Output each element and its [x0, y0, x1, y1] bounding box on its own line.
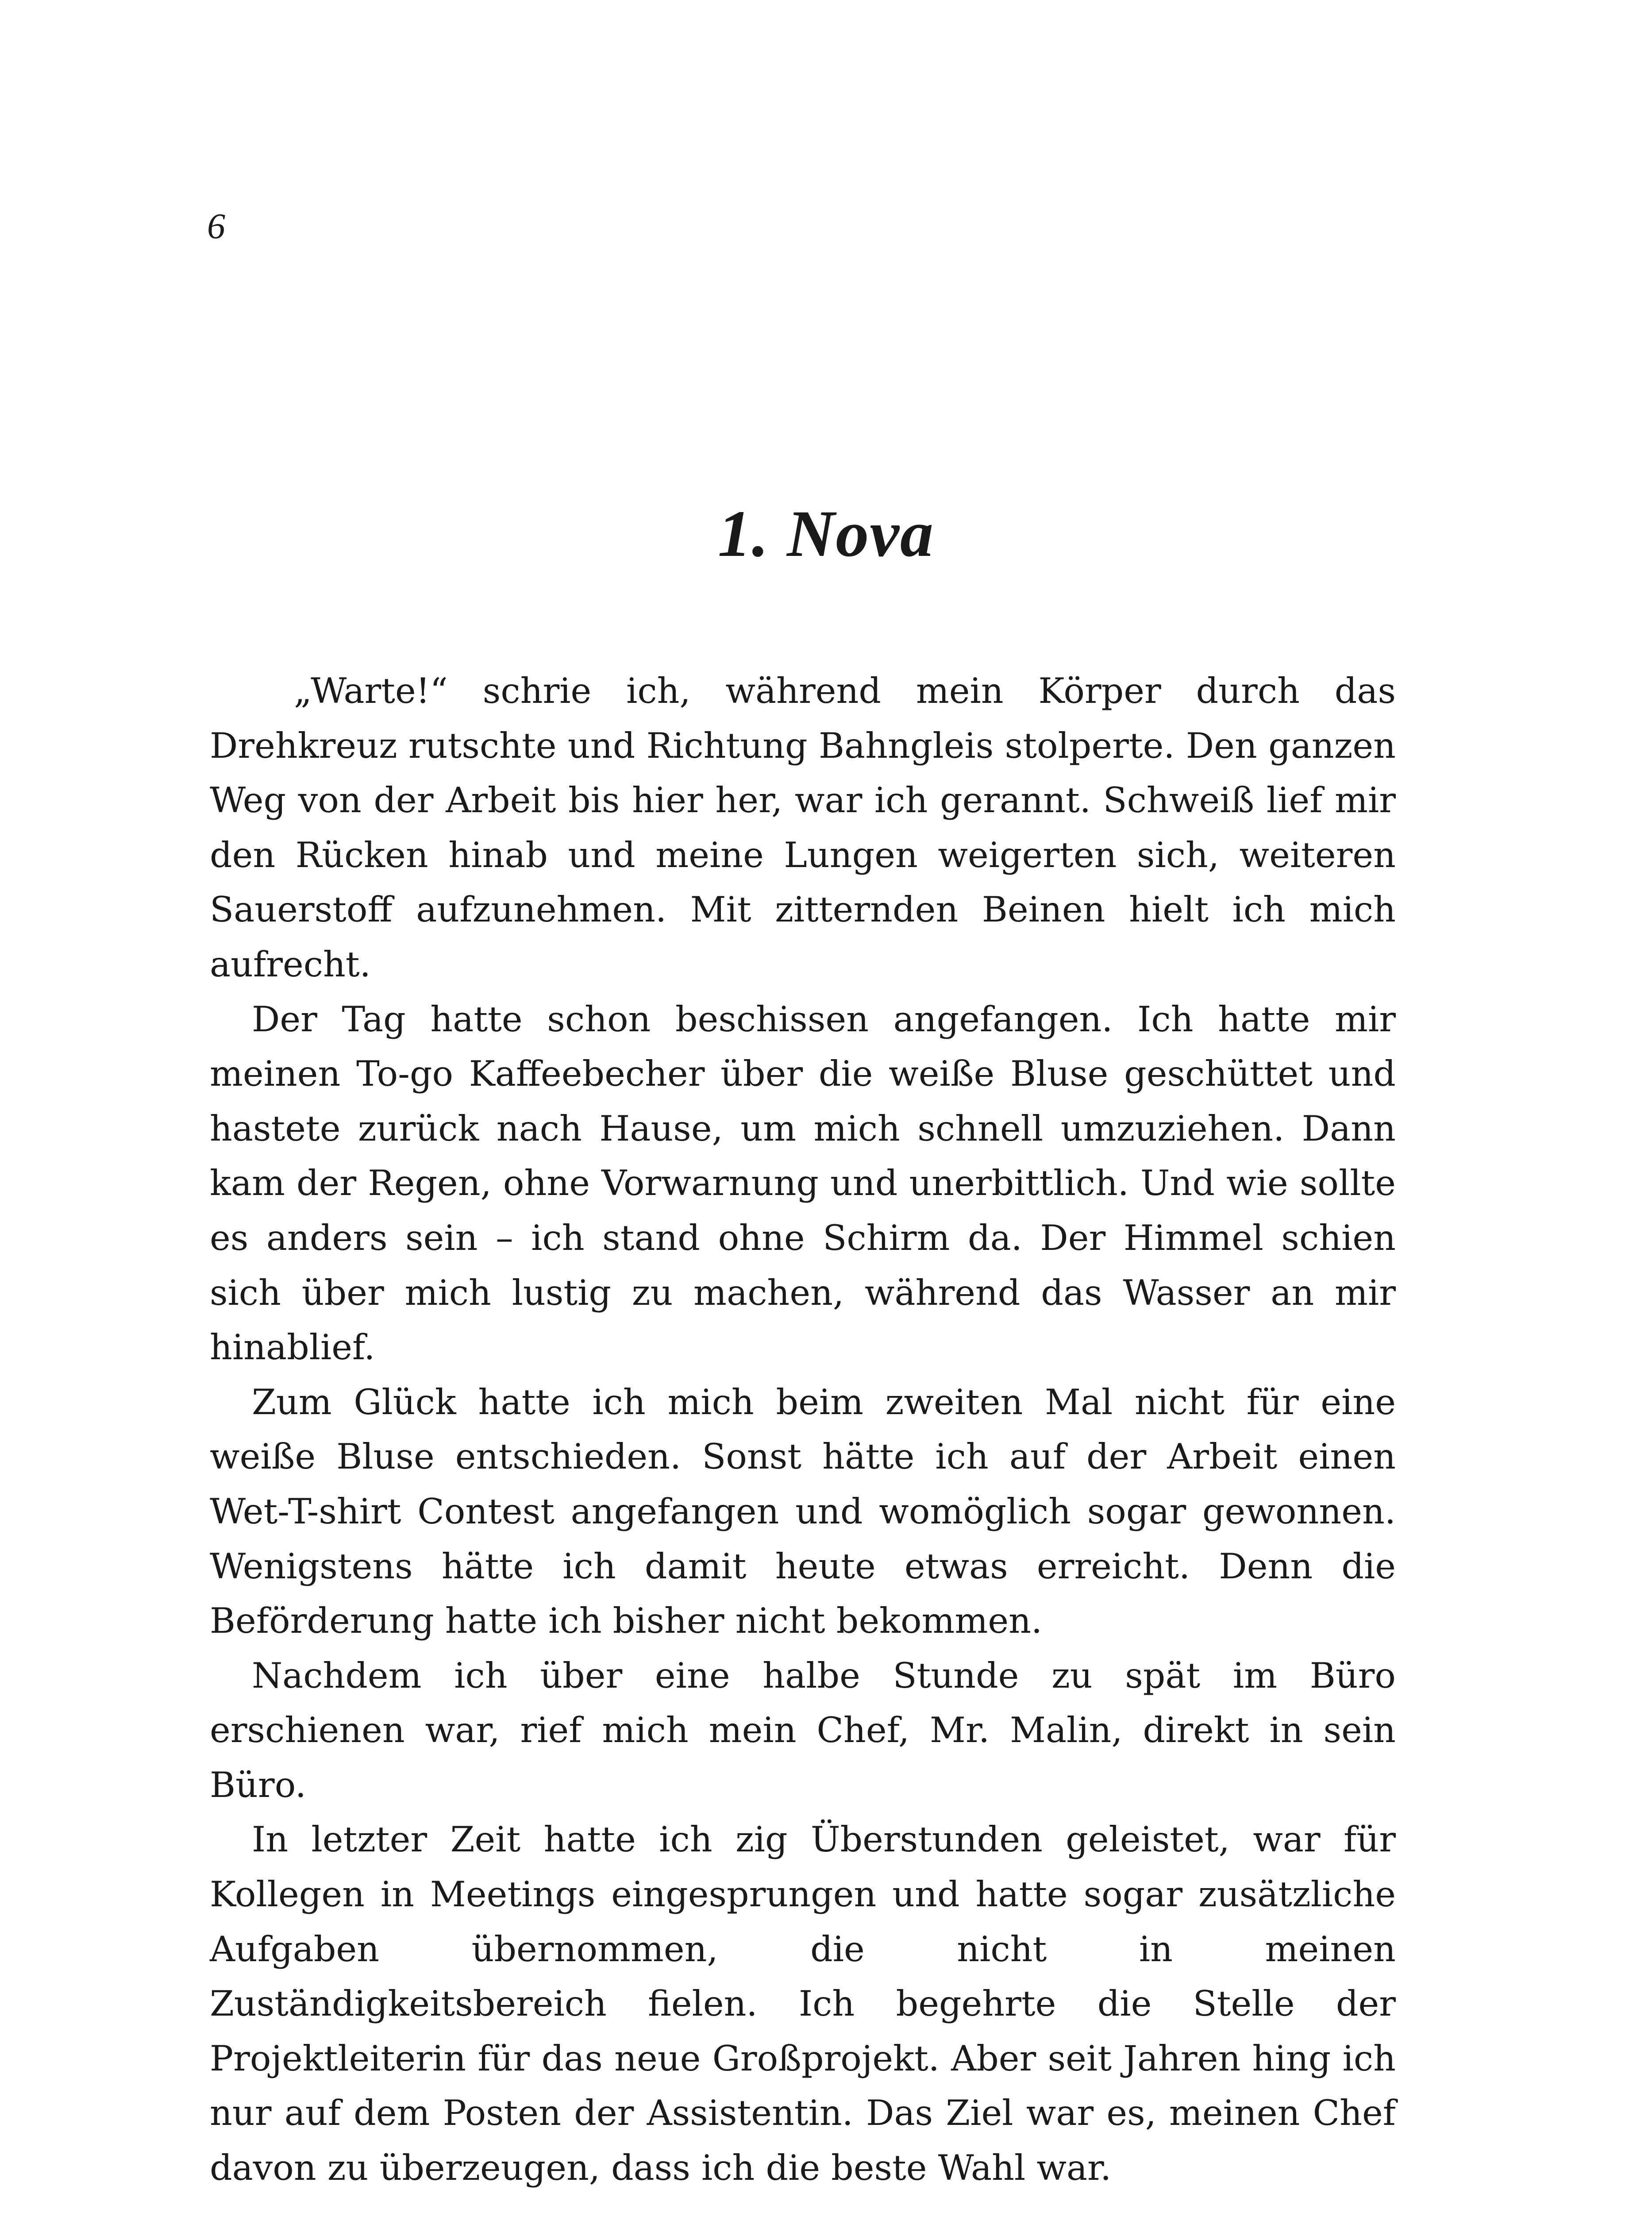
- paragraph-5: In letzter Zeit hatte ich zig Überstunden geleistet, war für Kollegen in Meetings eingesprungen und hatte sogar zusätzliche Aufgaben übernommen, die nicht in meinen Zuständigkeitsbereich fielen. Ich begehrte die Stelle der Projektleiterin für das neue Großprojekt. Aber seit Jahren hing ich nur auf dem Posten der Assistentin. Das Ziel war es, meinen Chef davon zu überzeugen, dass ich die beste Wahl war.: [210, 1819, 1396, 2189]
- body-text: [210, 664, 1396, 2196]
- paragraph-2: Der Tag hatte schon beschissen angefangen. Ich hatte mir meinen To-go Kaffeebecher über die weiße Bluse geschüttet und hastete zurück nach Hause, um mich schnell umzuziehen. Dann kam der Regen, ohne Vorwarnung und unerbittlich. Und wie sollte es anders sein – ich stand ohne Schirm da. Der Himmel schien sich über mich lustig zu machen, während das Wasser an mir hinablief.: [210, 999, 1396, 1368]
- paragraph-4: Nachdem ich über eine halbe Stunde zu spät im Büro erschienen war, rief mich mein Chef, Mr. Malin, direkt in sein Büro.: [210, 1655, 1396, 1805]
- paragraph-3: Zum Glück hatte ich mich beim zweiten Mal nicht für eine weiße Bluse entschieden. Sonst hätte ich auf der Arbeit einen Wet-T-shirt Contest angefangen und womöglich sogar gewonnen. Wenigstens hätte ich damit heute etwas erreicht. Denn die Beförderung hatte ich bisher nicht bekommen.: [210, 1381, 1396, 1642]
- page-number: 6: [207, 206, 225, 246]
- chapter-title: 1. Nova: [718, 497, 934, 571]
- paragraph-1: „Warte!“ schrie ich, während mein Körper durch das Drehkreuz rutschte und Richtung Bahngleis stolperte. Den ganzen Weg von der Arbeit bis hier her, war ich gerannt. Schweiß lief mir den Rücken hinab und meine Lungen weigerten sich, weiteren Sauerstoff aufzunehmen. Mit zitternden Beinen hielt ich mich aufrecht.: [210, 671, 1396, 985]
